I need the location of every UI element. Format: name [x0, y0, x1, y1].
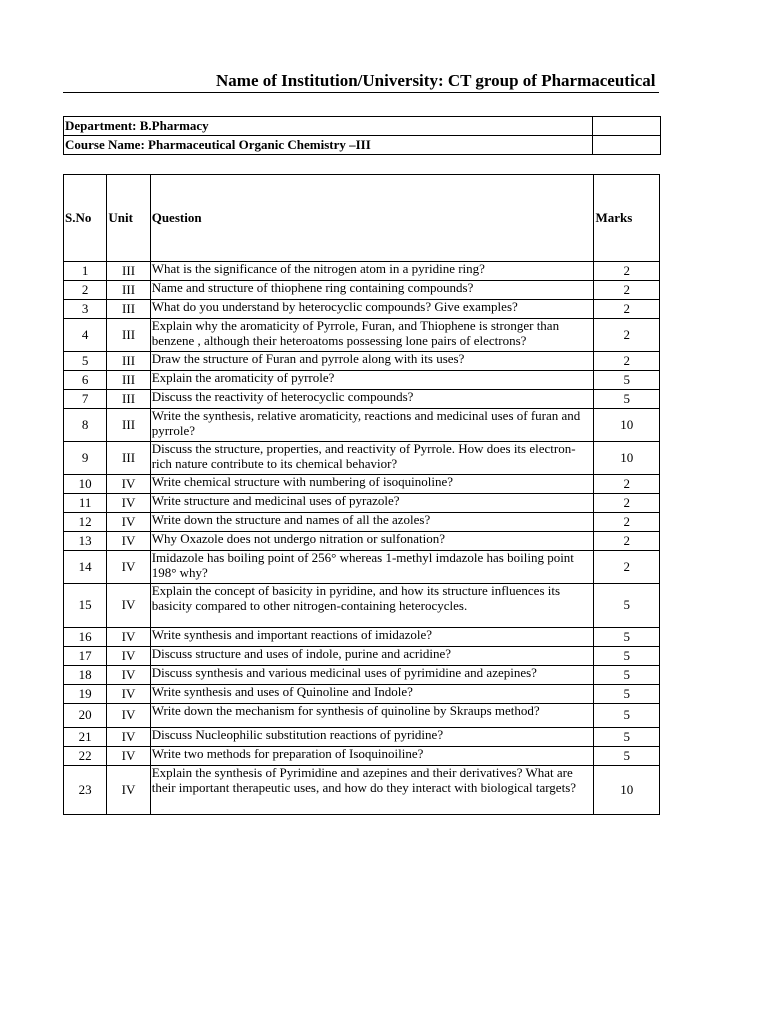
table-row — [64, 262, 660, 281]
cell-unit: IV — [107, 584, 150, 628]
cell-question: Write down the structure and names of all the azoles? — [150, 513, 594, 532]
cell-question: Discuss structure and uses of indole, purine and acridine? — [150, 647, 594, 666]
cell-marks: 5 — [594, 666, 660, 685]
cell-sno: 18 — [64, 666, 107, 685]
cell-sno: 1 — [64, 262, 107, 281]
cell-unit: III — [107, 262, 150, 281]
cell-unit: III — [107, 319, 150, 352]
cell-sno: 20 — [64, 704, 107, 728]
cell-sno: 13 — [64, 532, 107, 551]
cell-unit: IV — [107, 628, 150, 647]
cell-question: Write down the mechanism for synthesis of quinoline by Skraups method? — [150, 704, 594, 728]
cell-sno: 9 — [64, 442, 107, 475]
department-row — [64, 117, 661, 136]
cell-unit: IV — [107, 766, 150, 815]
cell-marks: 5 — [594, 390, 660, 409]
cell-unit: IV — [107, 532, 150, 551]
cell-sno: 8 — [64, 409, 107, 442]
cell-marks: 5 — [594, 704, 660, 728]
cell-unit: IV — [107, 551, 150, 584]
table-row — [64, 352, 660, 371]
cell-marks: 2 — [594, 262, 660, 281]
cell-question: Name and structure of thiophene ring containing compounds? — [150, 281, 594, 300]
cell-marks: 2 — [594, 300, 660, 319]
cell-marks: 5 — [594, 728, 660, 747]
cell-question: Draw the structure of Furan and pyrrole along with its uses? — [150, 352, 594, 371]
cell-sno: 6 — [64, 371, 107, 390]
cell-question: Write synthesis and important reactions of imidazole? — [150, 628, 594, 647]
table-row — [64, 766, 660, 815]
cell-unit: IV — [107, 747, 150, 766]
column-header-question: Question — [150, 175, 594, 262]
cell-unit: IV — [107, 704, 150, 728]
table-row — [64, 704, 660, 728]
cell-unit: IV — [107, 666, 150, 685]
cell-marks: 5 — [594, 584, 660, 628]
cell-unit: IV — [107, 728, 150, 747]
cell-unit: III — [107, 442, 150, 475]
cell-question: Write structure and medicinal uses of pyrazole? — [150, 494, 594, 513]
title-bar — [63, 70, 659, 93]
table-row — [64, 513, 660, 532]
cell-question: What is the significance of the nitrogen atom in a pyridine ring? — [150, 262, 594, 281]
cell-unit: III — [107, 300, 150, 319]
cell-marks: 2 — [594, 551, 660, 584]
cell-sno: 19 — [64, 685, 107, 704]
cell-marks: 10 — [594, 409, 660, 442]
cell-sno: 12 — [64, 513, 107, 532]
column-header-unit: Unit — [107, 175, 150, 262]
table-row — [64, 551, 660, 584]
cell-marks: 5 — [594, 647, 660, 666]
cell-unit: III — [107, 281, 150, 300]
table-row — [64, 319, 660, 352]
department-value-cell — [593, 117, 661, 136]
cell-question: Discuss the structure, properties, and reactivity of Pyrrole. How does its electron-rich nature contribute to its chemical behavior? — [150, 442, 594, 475]
table-row — [64, 747, 660, 766]
cell-unit: IV — [107, 513, 150, 532]
cell-question: Write synthesis and uses of Quinoline and Indole? — [150, 685, 594, 704]
cell-marks: 10 — [594, 766, 660, 815]
table-row — [64, 666, 660, 685]
table-row — [64, 685, 660, 704]
table-row — [64, 442, 660, 475]
cell-sno: 23 — [64, 766, 107, 815]
cell-sno: 21 — [64, 728, 107, 747]
cell-marks: 2 — [594, 352, 660, 371]
cell-sno: 15 — [64, 584, 107, 628]
table-row — [64, 371, 660, 390]
cell-marks: 5 — [594, 628, 660, 647]
cell-question: What do you understand by heterocyclic compounds? Give examples? — [150, 300, 594, 319]
cell-marks: 5 — [594, 747, 660, 766]
question-table — [63, 174, 660, 815]
cell-question: Discuss synthesis and various medicinal uses of pyrimidine and azepines? — [150, 666, 594, 685]
cell-question: Explain the synthesis of Pyrimidine and azepines and their derivatives? What are their important therapeutic uses, and how do they interact with biological targets? — [150, 766, 594, 815]
cell-marks: 5 — [594, 371, 660, 390]
table-row — [64, 494, 660, 513]
cell-marks: 5 — [594, 685, 660, 704]
cell-unit: IV — [107, 647, 150, 666]
cell-sno: 5 — [64, 352, 107, 371]
cell-unit: III — [107, 371, 150, 390]
cell-question: Why Oxazole does not undergo nitration or sulfonation? — [150, 532, 594, 551]
table-row — [64, 281, 660, 300]
table-row — [64, 628, 660, 647]
cell-marks: 2 — [594, 513, 660, 532]
table-row — [64, 532, 660, 551]
cell-sno: 14 — [64, 551, 107, 584]
cell-unit: III — [107, 352, 150, 371]
table-row — [64, 584, 660, 628]
cell-question: Write two methods for preparation of Isoquinoiline? — [150, 747, 594, 766]
table-row — [64, 390, 660, 409]
cell-unit: III — [107, 390, 150, 409]
cell-question: Discuss Nucleophilic substitution reactions of pyridine? — [150, 728, 594, 747]
cell-marks: 2 — [594, 532, 660, 551]
course-name-label: Course Name: Pharmaceutical Organic Chemistry –III — [64, 136, 593, 155]
table-row — [64, 728, 660, 747]
cell-unit: IV — [107, 475, 150, 494]
cell-marks: 10 — [594, 442, 660, 475]
cell-unit: III — [107, 409, 150, 442]
cell-marks: 2 — [594, 281, 660, 300]
column-header-marks: Marks — [594, 175, 660, 262]
course-row — [64, 136, 661, 155]
cell-unit: IV — [107, 685, 150, 704]
cell-sno: 3 — [64, 300, 107, 319]
table-row — [64, 475, 660, 494]
cell-sno: 22 — [64, 747, 107, 766]
cell-question: Explain the aromaticity of pyrrole? — [150, 371, 594, 390]
header-row — [64, 175, 660, 262]
cell-sno: 4 — [64, 319, 107, 352]
table-row — [64, 409, 660, 442]
cell-marks: 2 — [594, 494, 660, 513]
page-title: Name of Institution/University: CT group of Pharmaceutical — [216, 71, 656, 90]
cell-sno: 10 — [64, 475, 107, 494]
table-row — [64, 300, 660, 319]
cell-question: Explain the concept of basicity in pyridine, and how its structure influences its basicity compared to other nitrogen-containing heterocycles. — [150, 584, 594, 628]
cell-question: Write the synthesis, relative aromaticity, reactions and medicinal uses of furan and pyrrole? — [150, 409, 594, 442]
cell-sno: 16 — [64, 628, 107, 647]
cell-sno: 7 — [64, 390, 107, 409]
cell-question: Discuss the reactivity of heterocyclic compounds? — [150, 390, 594, 409]
cell-sno: 2 — [64, 281, 107, 300]
department-label: Department: B.Pharmacy — [64, 117, 593, 136]
cell-marks: 2 — [594, 319, 660, 352]
cell-sno: 17 — [64, 647, 107, 666]
column-header-sno: S.No — [64, 175, 107, 262]
cell-marks: 2 — [594, 475, 660, 494]
cell-sno: 11 — [64, 494, 107, 513]
course-value-cell — [593, 136, 661, 155]
cell-question: Imidazole has boiling point of 256° whereas 1-methyl imdazole has boiling point 198° why? — [150, 551, 594, 584]
cell-question: Explain why the aromaticity of Pyrrole, Furan, and Thiophene is stronger than benzene , although their heteroatoms possessing lone pairs of electrons? — [150, 319, 594, 352]
cell-question: Write chemical structure with numbering of isoquinoline? — [150, 475, 594, 494]
course-info-table — [63, 116, 661, 155]
cell-unit: IV — [107, 494, 150, 513]
table-row — [64, 647, 660, 666]
